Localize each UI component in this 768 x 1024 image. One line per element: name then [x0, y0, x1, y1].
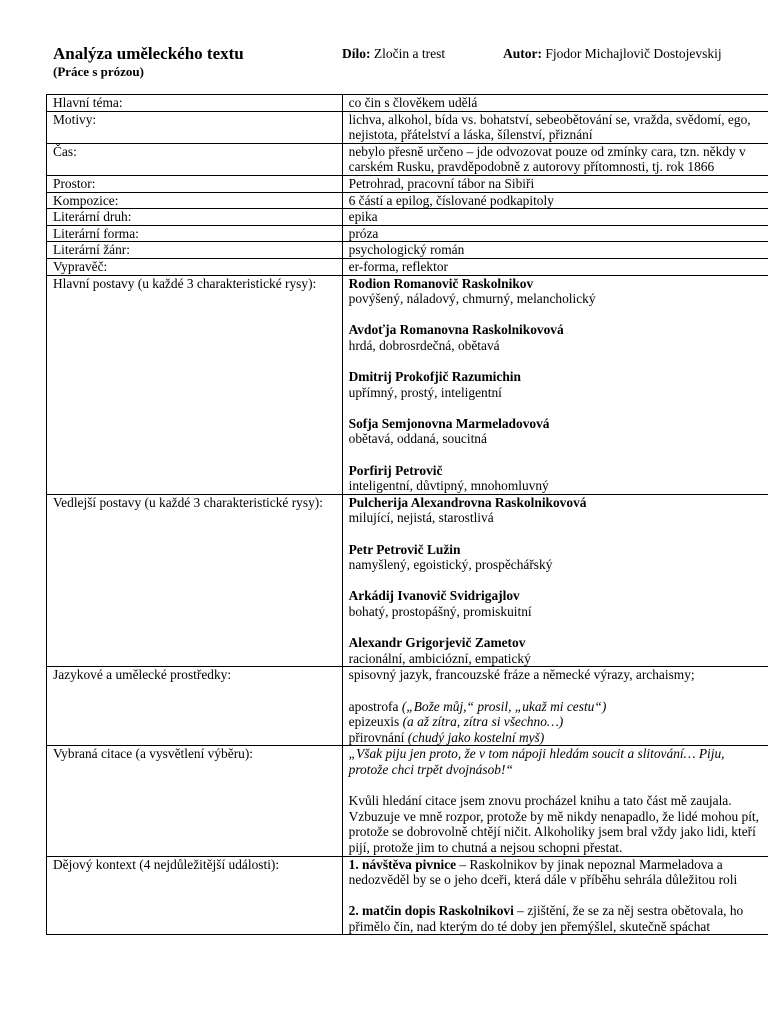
- row-space: [47, 175, 768, 192]
- row-value: [342, 275, 768, 494]
- document-title: Analýza uměleckého textu: [53, 44, 244, 63]
- row-selected-quote: [47, 746, 768, 856]
- device-example: (chudý jako kostelní myš): [407, 729, 545, 745]
- row-label: Vybraná citace (a vysvětlení výběru):: [47, 746, 343, 856]
- row-time: [47, 143, 768, 175]
- row-value: [342, 667, 768, 746]
- row-value: [342, 856, 768, 935]
- device-line: [349, 730, 762, 746]
- character-traits: racionální, ambiciózní, empatický: [348, 650, 531, 666]
- row-literary-genre: [47, 242, 768, 259]
- character-traits: povýšený, náladový, chmurný, melancholický: [348, 291, 596, 307]
- character-name: Rodion Romanovič Raskolnikov: [348, 275, 534, 291]
- author-field: [503, 46, 722, 62]
- work-value: Zločin a trest: [373, 46, 446, 61]
- device-term: epizeuxis: [348, 714, 400, 730]
- plot-event: [349, 903, 762, 934]
- character-name: Pulcherija Alexandrovna Raskolnikovová: [348, 494, 587, 510]
- row-composition: [47, 192, 768, 209]
- character-traits: bohatý, prostopášný, promiskuitní: [348, 604, 532, 619]
- device-example: („Bože můj,“ prosil, „ukaž mi cestu“): [401, 698, 607, 714]
- character-traits: upřímný, prostý, inteligentní: [348, 384, 502, 400]
- row-language-devices: [47, 667, 768, 746]
- row-label: Čas:: [47, 143, 343, 175]
- character-name: Petr Petrovič Lužin: [348, 541, 461, 557]
- row-value: co čin s člověkem udělá: [342, 95, 768, 112]
- row-label: Literární forma:: [47, 225, 343, 242]
- document-subtitle: (Práce s prózou): [53, 64, 144, 79]
- character-name: Arkádij Ivanovič Svidrigajlov: [348, 588, 520, 604]
- character-name: Dmitrij Prokofjič Razumichin: [348, 369, 521, 385]
- event-text: – Raskolnikov by jinak nepoznal Marmeladova a nedozvěděl by se o jeho dceři, která dále v příběhu sehrála důležitou roli: [348, 856, 738, 888]
- row-value: epika: [342, 209, 768, 226]
- device-term: apostrofa: [348, 698, 399, 714]
- row-label: Kompozice:: [47, 192, 343, 209]
- character-name: Porfirij Petrovič: [348, 462, 443, 478]
- row-secondary-characters: [47, 494, 768, 667]
- author-label: Autor:: [503, 46, 542, 61]
- document-header: [53, 44, 743, 84]
- character-traits: inteligentní, důvtipný, mnohomluvný: [348, 478, 549, 494]
- character-name: Avdoťja Romanovna Raskolnikovová: [348, 322, 564, 338]
- character-name: Sofja Semjonovna Marmeladovová: [348, 415, 550, 431]
- character-traits: hrdá, dobrosrdečná, obětavá: [348, 337, 500, 353]
- device-line: [349, 699, 762, 715]
- row-main-theme: [47, 95, 768, 112]
- row-narrator: [47, 258, 768, 275]
- work-field: [342, 46, 445, 62]
- row-label: Prostor:: [47, 175, 343, 192]
- row-literary-kind: [47, 209, 768, 226]
- row-literary-form: [47, 225, 768, 242]
- row-label: Jazykové a umělecké prostředky:: [47, 667, 343, 746]
- event-title: 1. návštěva pivnice: [348, 856, 457, 872]
- device-line: [349, 714, 762, 730]
- device-term: přirovnání: [348, 729, 405, 745]
- quote-explanation: Kvůli hledání citace jsem znovu procházel knihu a tato část mě zaujala. Vzbuzuje ve mně rozpor, protože by mě nikdy nenapadlo, že lidé mohou pít, protože se dobrovolně chtějí ničit. Alkoholiky jsem bral vždy jako lidi, kteří pijí, protože jim to chutná a nejsou schopni přestat.: [348, 793, 759, 855]
- row-label: Literární druh:: [47, 209, 343, 226]
- language-intro: spisovný jazyk, francouzské fráze a německé výrazy, archaismy;: [348, 667, 695, 683]
- row-value: er-forma, reflektor: [342, 258, 768, 275]
- row-value: Petrohrad, pracovní tábor na Sibiři: [342, 175, 768, 192]
- character-traits: milující, nejistá, starostlivá: [348, 510, 494, 526]
- row-motifs: [47, 111, 768, 143]
- row-label: Vedlejší postavy (u každé 3 charakteristické rysy):: [47, 494, 343, 667]
- row-main-characters: [47, 275, 768, 494]
- quote-text: „Však piju jen proto, že v tom nápoji hledám soucit a slitování… Piju, protože chci trpět dvojnásob!“: [348, 746, 725, 777]
- event-text: – zjištění, že se za něj sestra obětovala, ho přimělo čin, nad kterým do té doby jen přemýšlel, skutečně spáchat: [348, 903, 744, 934]
- row-value: lichva, alkohol, bída vs. bohatství, sebeobětování se, vražda, svědomí, ego, nejistota, přátelství a láska, šílenství, přiznání: [342, 111, 768, 143]
- row-label: Dějový kontext (4 nejdůležitější události):: [47, 856, 343, 935]
- row-label: Literární žánr:: [47, 242, 343, 259]
- row-value: próza: [342, 225, 768, 242]
- row-label: Vypravěč:: [47, 258, 343, 275]
- row-label: Motivy:: [47, 111, 343, 143]
- analysis-table: [46, 94, 768, 935]
- character-traits: namyšlený, egoistický, prospěchářský: [348, 557, 553, 573]
- row-value: nebylo přesně určeno – jde odvozovat pouze od zmínky cara, tzn. někdy v carském Rusku, pravděpodobně z autorovy přítomnosti, tj. rok 1866: [342, 143, 768, 175]
- row-label: Hlavní téma:: [47, 95, 343, 112]
- author-value: Fjodor Michajlovič Dostojevskij: [545, 46, 722, 61]
- character-name: Alexandr Grigorjevič Zametov: [348, 635, 526, 651]
- work-label: Dílo:: [342, 46, 371, 61]
- event-title: 2. matčin dopis Raskolnikovi: [348, 903, 514, 919]
- device-example: (a až zítra, zítra si všechno…): [402, 714, 564, 730]
- row-value: psychologický román: [342, 242, 768, 259]
- row-label: Hlavní postavy (u každé 3 charakteristické rysy):: [47, 275, 343, 494]
- plot-event: [349, 857, 762, 888]
- row-plot-context: [47, 856, 768, 935]
- row-value: [342, 746, 768, 856]
- row-value: 6 částí a epilog, číslované podkapitoly: [342, 192, 768, 209]
- row-value: [342, 494, 768, 667]
- character-traits: obětavá, oddaná, soucitná: [348, 431, 487, 447]
